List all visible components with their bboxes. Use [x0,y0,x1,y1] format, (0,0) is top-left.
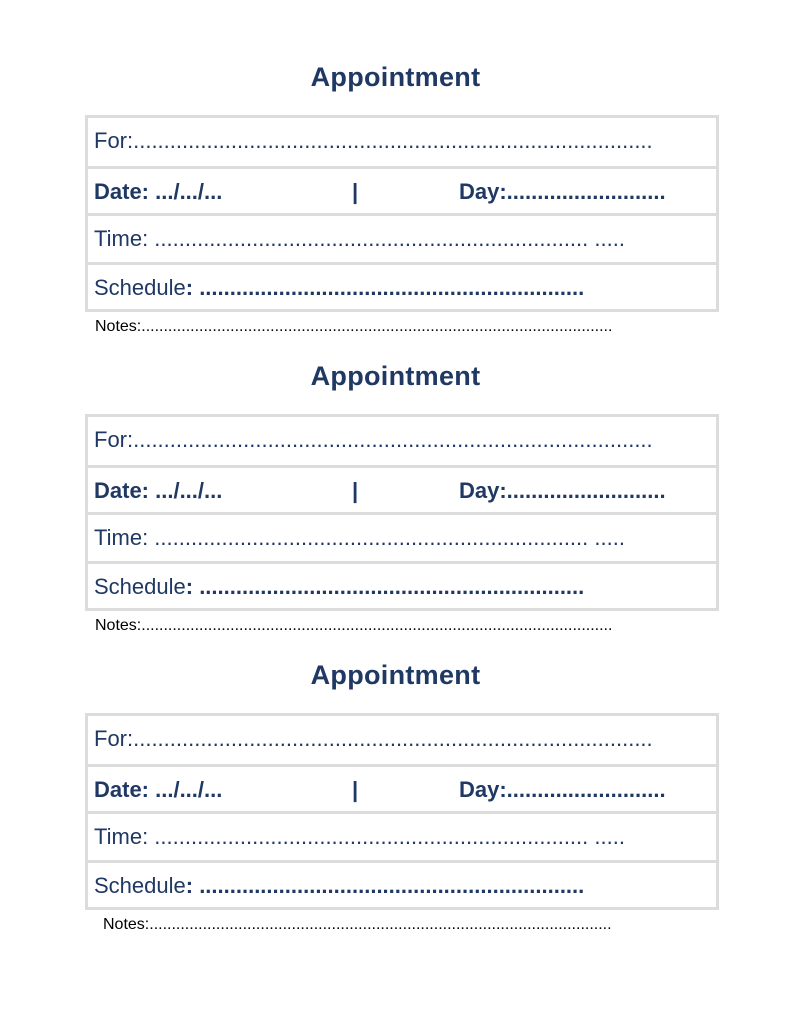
time-row[interactable] [88,515,716,561]
for-text: For:..................................................................................... [94,128,653,153]
date-row[interactable] [88,468,716,514]
date-day-separator: | [352,478,359,503]
schedule-dots: : ............................................................... [185,574,585,599]
for-text: For:..................................................................................... [94,427,653,452]
time-row[interactable] [88,216,716,262]
notes-line[interactable]: Notes:.......................................................................................................... [95,318,613,335]
date-text: Date: .../.../... [94,478,223,503]
time-text: Time: ....................................................................... ..... [94,824,625,849]
schedule-label: Schedule [94,873,186,898]
schedule-text [94,265,584,311]
for-row[interactable] [88,716,716,762]
schedule-row[interactable] [88,863,716,909]
appointment-form-box [85,115,719,312]
date-text: Date: .../.../... [94,179,223,204]
date-day-separator: | [352,777,359,802]
schedule-label: Schedule [94,574,186,599]
notes-line[interactable]: Notes:.......................................................................................................... [95,617,613,634]
day-text: Day:.......................... [459,777,666,802]
appointment-form-box [85,414,719,611]
for-row[interactable] [88,118,716,164]
schedule-text [94,863,584,909]
schedule-label: Schedule [94,275,186,300]
day-text: Day:.......................... [459,179,666,204]
time-text: Time: ....................................................................... ..... [94,525,625,550]
date-row[interactable] [88,767,716,813]
schedule-row[interactable] [88,564,716,610]
date-day-separator: | [352,179,359,204]
for-text: For:..................................................................................... [94,726,653,751]
date-text: Date: .../.../... [94,777,223,802]
schedule-text [94,564,584,610]
appointment-title: Appointment [310,361,481,391]
schedule-row[interactable] [88,265,716,311]
schedule-dots: : ............................................................... [185,275,585,300]
appointment-title: Appointment [310,62,481,92]
appointment-form-box [85,713,719,910]
date-row[interactable] [88,169,716,215]
time-row[interactable] [88,814,716,860]
day-text: Day:.......................... [459,478,666,503]
time-text: Time: ....................................................................... ..... [94,226,625,251]
notes-line[interactable]: Notes:........................................................................................................ [103,916,612,933]
appointment-title: Appointment [310,660,481,690]
schedule-dots: : ............................................................... [185,873,585,898]
for-row[interactable] [88,417,716,463]
